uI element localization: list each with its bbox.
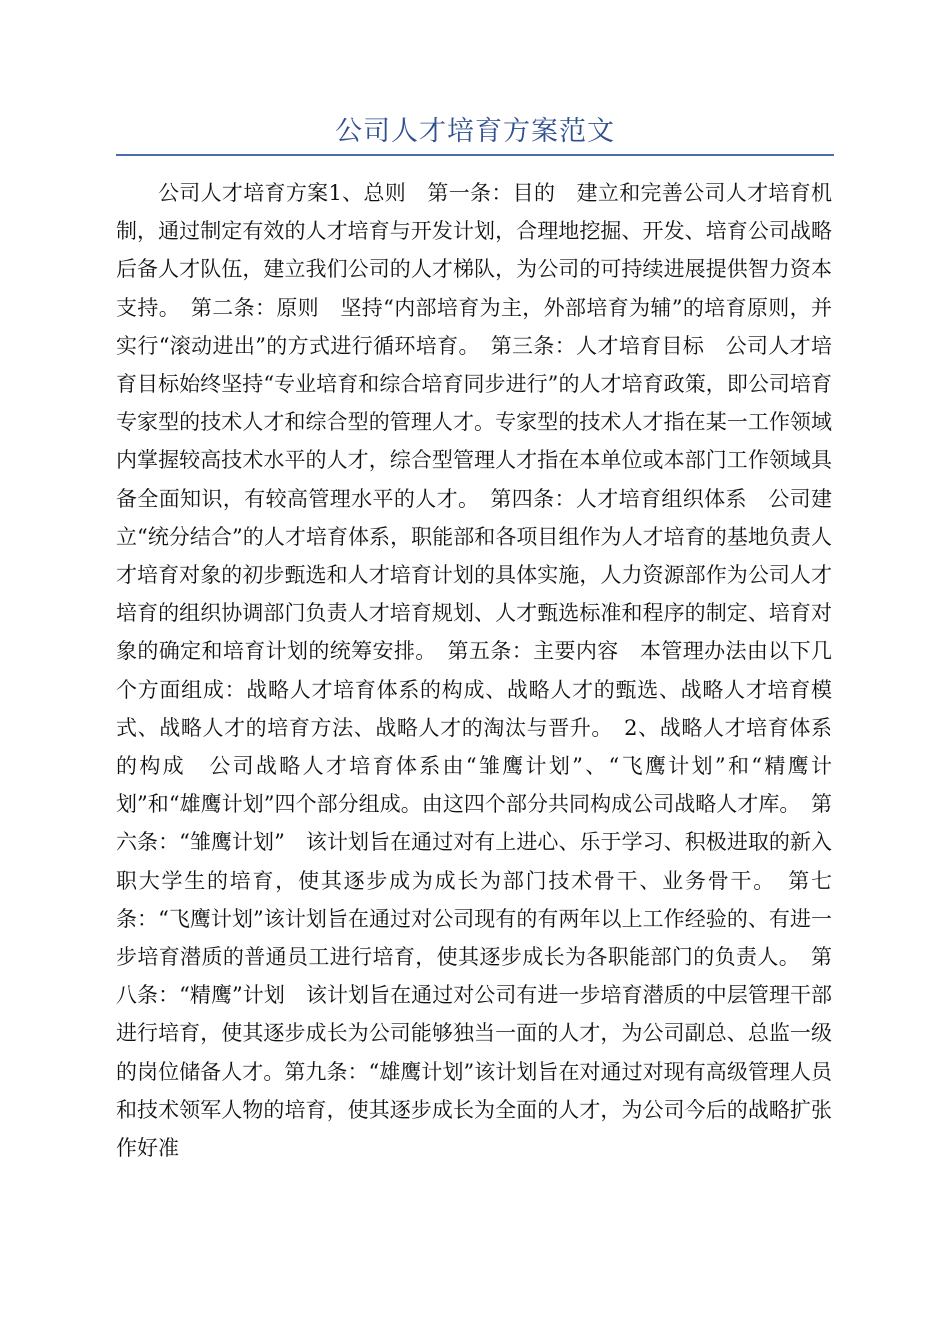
title-underline-divider: [116, 154, 834, 156]
page-title: 公司人才培育方案范文: [335, 116, 615, 147]
body-paragraph: 公司人才培育方案1、总则 第一条：目的 建立和完善公司人才培育机制，通过制定有效的人才培育与开发计划，合理地挖掘、开发、培育公司战略后备人才队伍，建立我们公司的人才梯队，为公司的可持续进展提供智力资本支持。 第二条：原则 坚持“内部培育为主，外部培育为辅”的培育原则，并实行“滚动进出”的方式进行循环培育。 第三条：人才培育目标 公司人才培育目标始终坚持“专业培育和综合培育同步进行”的人才培育政策，即公司培育专家型的技术人才和综合型的管理人才。专家型的技术人才指在某一工作领域内掌握较高技术水平的人才，综合型管理人才指在本单位或本部门工作领域具备全面知识，有较高管理水平的人才。 第四条：人才培育组织体系 公司建立“统分结合”的人才培育体系，职能部和各项目组作为人才培育的基地负责人才培育对象的初步甄选和人才培育计划的具体实施，人力资源部作为公司人才培育的组织协调部门负责人才培育规划、人才甄选标准和程序的制定、培育对象的确定和培育计划的统筹安排。 第五条：主要内容 本管理办法由以下几个方面组成：战略人才培育体系的构成、战略人才的甄选、战略人才培育模式、战略人才的培育方法、战略人才的淘汰与晋升。 2、战略人才培育体系的构成 公司战略人才培育体系由“雏鹰计划”、“飞鹰计划”和“精鹰计划”和“雄鹰计划”四个部分组成。由这四个部分共同构成公司战略人才库。 第六条：“雏鹰计划” 该计划旨在通过对有上进心、乐于学习、积极进取的新入职大学生的培育，使其逐步成为成长为部门技术骨干、业务骨干。 第七条：“飞鹰计划”该计划旨在通过对公司现有的有两年以上工作经验的、有进一步培育潜质的普通员工进行培育，使其逐步成长为各职能部门的负责人。 第八条：“精鹰”计划 该计划旨在通过对公司有进一步培育潜质的中层管理干部进行培育，使其逐步成长为公司能够独当一面的人才，为公司副总、总监一级的岗位储备人才。第九条：“雄鹰计划”该计划旨在对通过对现有高级管理人员和技术领军人物的培育，使其逐步成长为全面的人才，为公司今后的战略扩张作好准: [116, 181, 832, 1161]
